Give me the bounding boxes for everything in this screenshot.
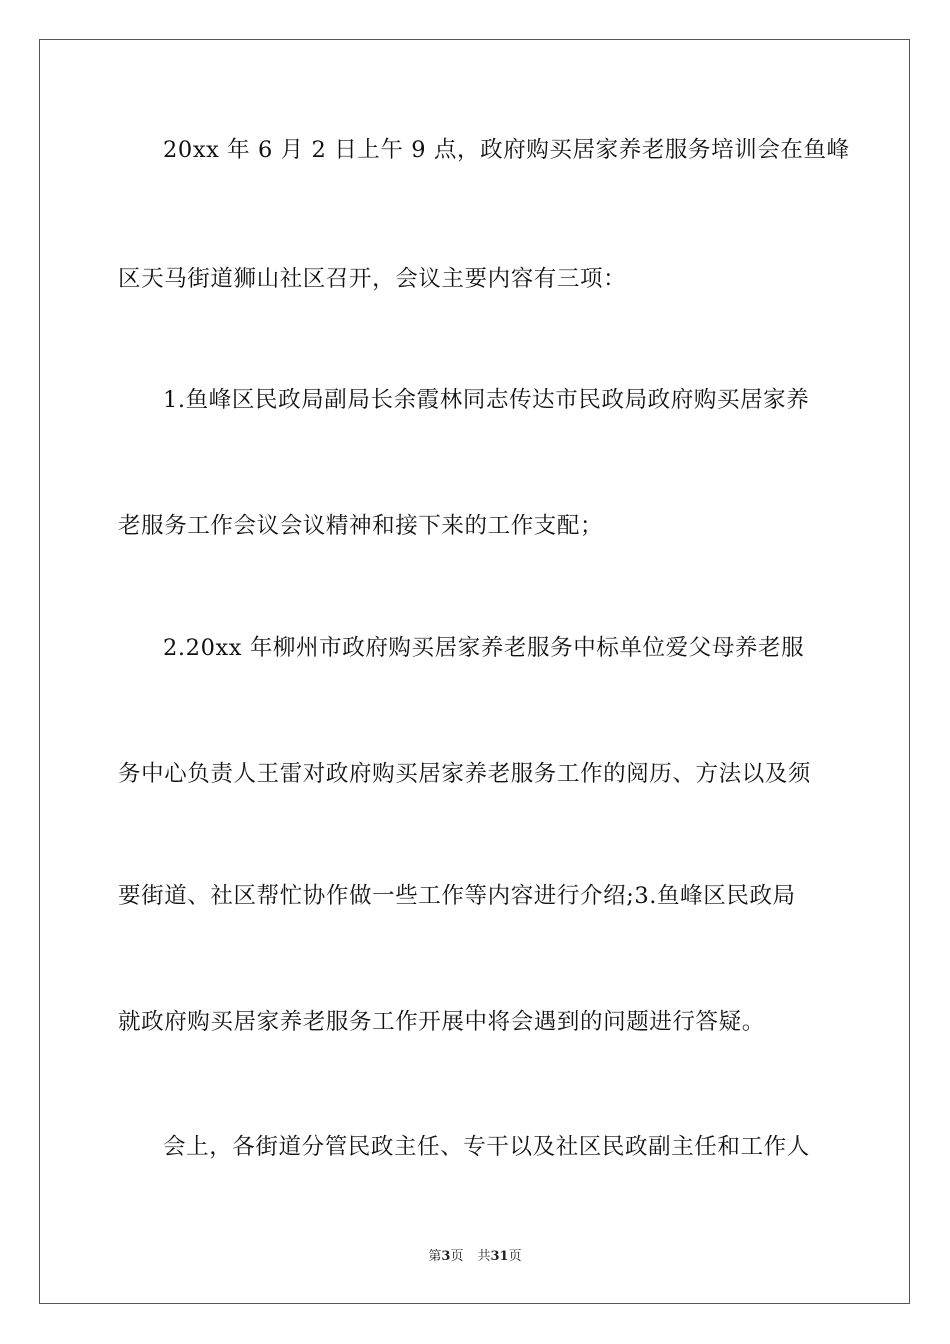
total-prefix: 共 xyxy=(477,1249,491,1264)
page-footer xyxy=(0,1248,950,1266)
total-suffix: 页 xyxy=(508,1249,522,1264)
paragraph-2-line-1: 1.鱼峰区民政局副局长余霞林同志传达市民政局政府购买居家养 xyxy=(163,387,810,413)
paragraph-3-line-3: 要街道、社区帮忙协作做一些工作等内容进行介绍;3.鱼峰区民政局 xyxy=(118,883,796,909)
page-suffix: 页 xyxy=(450,1249,464,1264)
paragraph-3-line-4: 就政府购买居家养老服务工作开展中将会遇到的问题进行答疑。 xyxy=(118,1009,765,1035)
page-prefix: 第 xyxy=(428,1249,442,1264)
paragraph-3-line-2: 务中心负责人王雷对政府购买居家养老服务工作的阅历、方法以及须 xyxy=(118,761,812,787)
paragraph-1-line-2: 区天马街道狮山社区召开，会议主要内容有三项： xyxy=(118,266,627,292)
paragraph-2-line-2: 老服务工作会议会议精神和接下来的工作支配； xyxy=(118,513,604,539)
page-number: 3 xyxy=(441,1249,451,1264)
paragraph-4-line-1: 会上，各街道分管民政主任、专干以及社区民政副主任和工作人 xyxy=(163,1134,810,1160)
total-pages: 31 xyxy=(490,1249,509,1264)
paragraph-1-line-1: 20xx 年 6 月 2 日上午 9 点，政府购买居家养老服务培训会在鱼峰 xyxy=(163,137,850,163)
paragraph-3-line-1: 2.20xx 年柳州市政府购买居家养老服务中标单位爱父母养老服 xyxy=(163,635,805,661)
page-border xyxy=(39,39,910,1304)
